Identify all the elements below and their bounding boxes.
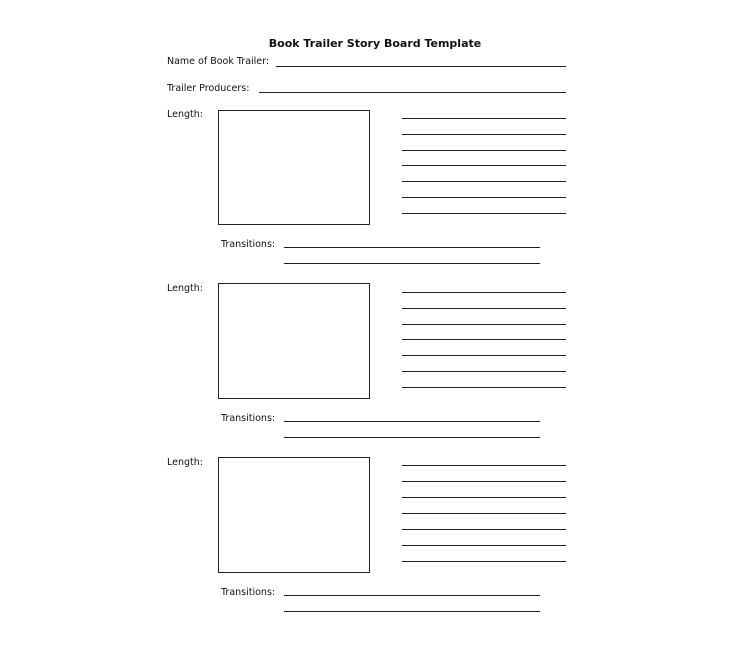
notes-line[interactable] [402,529,566,530]
notes-line[interactable] [402,561,566,562]
notes-line[interactable] [402,213,566,214]
notes-line[interactable] [402,481,566,482]
notes-line[interactable] [402,513,566,514]
notes-line[interactable] [402,465,566,466]
transitions-line[interactable] [284,595,540,596]
page-title: Book Trailer Story Board Template [268,37,482,50]
trailer-producers-line[interactable] [259,92,566,93]
notes-line[interactable] [402,324,566,325]
transitions-line[interactable] [284,421,540,422]
notes-line[interactable] [402,355,566,356]
transitions-line[interactable] [284,437,540,438]
transitions-line[interactable] [284,263,540,264]
sketch-box-1[interactable] [218,110,370,225]
length-label-1: Length: [167,109,203,120]
book-trailer-name-label: Name of Book Trailer: [167,56,270,67]
sketch-box-2[interactable] [218,283,370,399]
transitions-label-2: Transitions: [221,413,276,424]
notes-line[interactable] [402,371,566,372]
notes-line[interactable] [402,118,566,119]
notes-line[interactable] [402,545,566,546]
transitions-line[interactable] [284,611,540,612]
length-label-2: Length: [167,283,203,294]
sketch-box-3[interactable] [218,457,370,573]
trailer-producers-label: Trailer Producers: [167,83,250,94]
length-label-3: Length: [167,457,203,468]
notes-line[interactable] [402,292,566,293]
notes-line[interactable] [402,497,566,498]
notes-line[interactable] [402,387,566,388]
notes-line[interactable] [402,197,566,198]
notes-line[interactable] [402,134,566,135]
transitions-label-1: Transitions: [221,239,276,250]
notes-line[interactable] [402,150,566,151]
book-trailer-name-line[interactable] [276,66,566,67]
transitions-line[interactable] [284,247,540,248]
notes-line[interactable] [402,165,566,166]
notes-line[interactable] [402,181,566,182]
notes-line[interactable] [402,308,566,309]
notes-line[interactable] [402,339,566,340]
transitions-label-3: Transitions: [221,587,276,598]
